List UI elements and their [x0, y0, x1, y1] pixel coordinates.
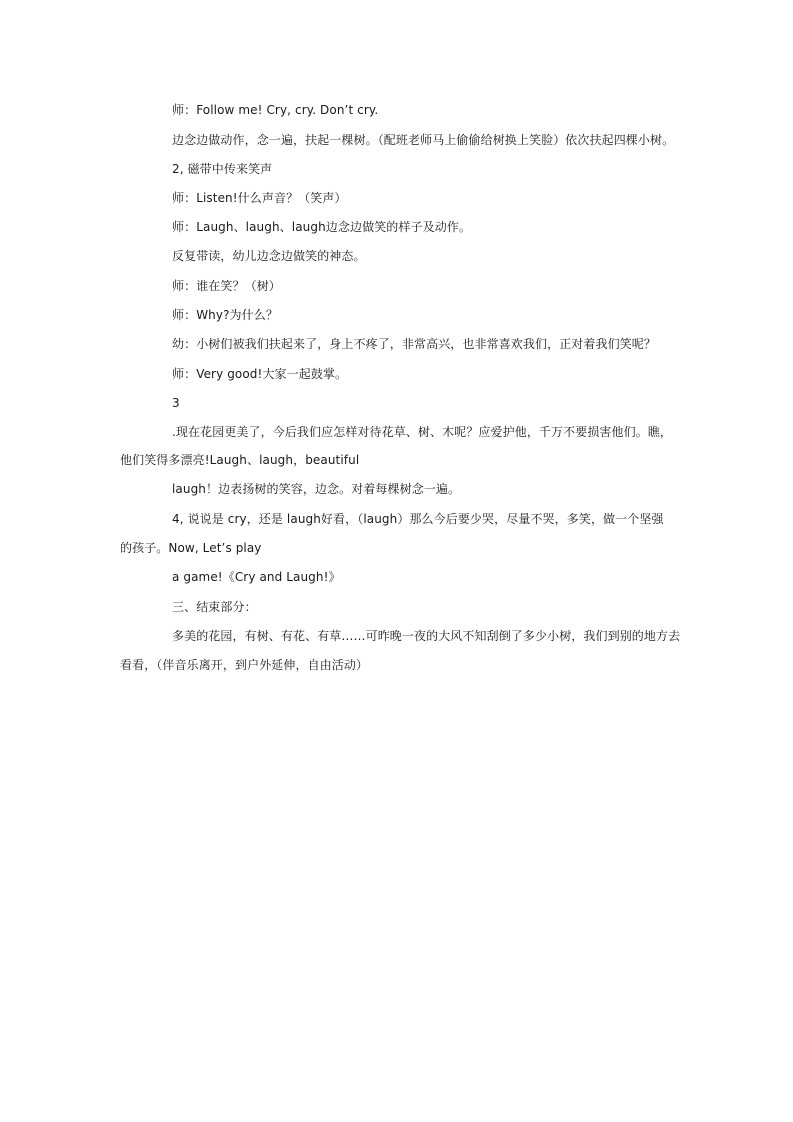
section-heading-ending: 三、结束部分： [172, 600, 257, 614]
text-line-leave-with-music: 看看，（伴音乐离开，到户外延伸，自由活动） [120, 658, 369, 672]
text-line-garden-more-beautiful: .现在花园更美了，今后我们应怎样对待花草、树、木呢？应爱护他，千万不要损害他们。瞧， [172, 425, 673, 439]
text-line-they-laugh-beautiful: 他们笑得多漂亮!Laugh、laugh，beautiful [120, 453, 360, 467]
text-line-laugh-praise: laugh！边表扬树的笑容，边念。对着每棵树念一遍。 [172, 482, 461, 496]
text-line-teacher-why: 师：Why?为什么？ [172, 308, 278, 322]
text-line-beautiful-garden: 多美的花园，有树、有花、有草……可昨晚一夜的大风不知刮倒了多少小树，我们到别的地方去 [172, 629, 681, 643]
text-line-repeat-reading: 反复带读，幼儿边念边做笑的神态。 [172, 249, 366, 263]
text-line-action-lift-tree: 边念边做动作，念一遍，扶起一棵树。（配班老师马上偷偷给树换上笑脸）依次扶起四棵小树。 [172, 133, 675, 147]
text-line-teacher-listen: 师：Listen!什么声音？（笑声） [172, 191, 347, 205]
text-line-teacher-who-laughs: 师：谁在笑？（树） [172, 279, 281, 293]
text-line-child-answer: 幼：小树们被我们扶起来了，身上不疼了，非常高兴，也非常喜欢我们，正对着我们笑呢？ [172, 337, 657, 351]
text-line-teacher-very-good: 师：Very good!大家一起鼓掌。 [172, 367, 348, 381]
text-line-strong-child: 的孩子。Now, Let’s play [120, 541, 262, 555]
text-line-step-3-number: 3 [172, 396, 180, 410]
text-line-teacher-follow-me: 师：Follow me! Cry, cry. Don’t cry. [172, 103, 379, 117]
text-line-step-4-cry-or-laugh: 4, 说说是 cry，还是 laugh好看，（laugh）那么今后要少哭，尽量不哭，多笑，做一个坚强 [172, 512, 664, 526]
text-line-teacher-laugh: 师：Laugh、laugh、laugh边念边做笑的样子及动作。 [172, 220, 471, 234]
text-line-step-2-laughter: 2, 磁带中传来笑声 [172, 162, 273, 176]
text-line-game-title: a game!《Cry and Laugh!》 [172, 570, 341, 584]
